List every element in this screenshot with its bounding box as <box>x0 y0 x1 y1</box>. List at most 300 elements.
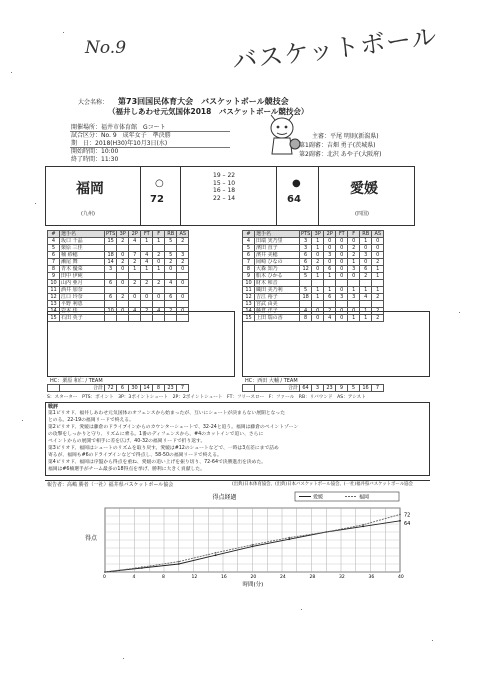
player-stat: 0 <box>117 280 129 287</box>
score-divider <box>140 166 141 226</box>
totals-value: 7 <box>177 385 189 392</box>
player-stat: 4 <box>360 294 372 301</box>
stats-header-cell: FT <box>141 231 153 238</box>
player-name: 瀬尾 舞 <box>60 259 105 266</box>
totals-blank-cell <box>48 385 60 392</box>
player-stat: 1 <box>153 238 165 245</box>
player-stat: 1 <box>153 266 165 273</box>
player-stat <box>177 287 189 294</box>
player-row <box>48 238 189 245</box>
player-stat: 1 <box>312 294 324 301</box>
player-number: 12 <box>48 294 60 301</box>
player-stat <box>141 273 153 280</box>
player-stat <box>348 280 360 287</box>
score-progress-svg <box>45 490 430 590</box>
player-stat: 3 <box>336 294 348 301</box>
home-region: (九州) <box>81 211 95 217</box>
chart-ylabel: 得点 <box>85 535 98 542</box>
date-text: 期 日：2018(H30)年10月3日(水) <box>71 140 168 147</box>
second-umpire: 第2副審：北沢 あや子(大阪府) <box>299 151 382 158</box>
player-stat: 6 <box>165 294 177 301</box>
series-point <box>362 526 364 528</box>
away-loss-mark: ● <box>292 178 301 189</box>
totals-value: 3 <box>312 385 324 392</box>
player-number: 14 <box>48 308 60 315</box>
quarter-home-score: 16 <box>213 187 221 194</box>
player-stat <box>117 273 129 280</box>
player-stat <box>312 301 324 308</box>
player-stat: 1 <box>129 266 141 273</box>
scan-speck <box>301 609 302 610</box>
player-stat: 4 <box>129 238 141 245</box>
player-stat: 2 <box>312 259 324 266</box>
chart-title: 得点経過 <box>212 494 237 501</box>
stats-header-cell: 選手名 <box>60 231 105 238</box>
player-number: 12 <box>243 294 255 301</box>
player-stat: 2 <box>372 315 384 322</box>
end-label-fukuoka: 72 <box>404 512 411 519</box>
player-stat <box>165 245 177 252</box>
player-name: 江口 玲奈 <box>60 294 105 301</box>
player-stat: 12 <box>300 266 312 273</box>
player-number: 5 <box>48 245 60 252</box>
player-stat <box>105 273 117 280</box>
first-umpire: 第1副審：吉畑 勇子(茨城県) <box>299 142 376 149</box>
player-stat: 2 <box>348 245 360 252</box>
player-stat: 4 <box>153 308 165 315</box>
player-row <box>243 294 384 301</box>
stats-header-cell: F <box>348 231 360 238</box>
player-stat: 4 <box>129 308 141 315</box>
player-number: 10 <box>48 280 60 287</box>
player-stat: 1 <box>360 238 372 245</box>
player-stat: 0 <box>141 294 153 301</box>
report-line: 第1ピリオド、福井しあわせ元気国体のオフェンスから始まったが、互いにシュートが決まらない展開となった <box>48 411 286 416</box>
report-line: の攻撃をしっかりと守り、リズムに乗る。1番のディフェンスから、#4のカットインで追い、さらに <box>48 432 264 437</box>
series-point <box>178 561 180 563</box>
totals-value: 6 <box>117 385 129 392</box>
player-row <box>243 301 384 308</box>
player-stat <box>324 280 336 287</box>
stats-header-cell: 3P <box>312 231 324 238</box>
player-row <box>48 252 189 259</box>
player-row <box>243 238 384 245</box>
player-stat <box>105 287 117 294</box>
stats-header-cell: PTS <box>301 231 311 237</box>
player-stat <box>336 301 348 308</box>
player-stat: 0 <box>312 252 324 259</box>
quarter-home-score: 15 <box>213 179 221 187</box>
player-stat: 5 <box>165 252 177 259</box>
quarter-away-score: 14 <box>227 194 236 202</box>
report-text <box>48 410 426 473</box>
player-name: 大森 知乃 <box>255 266 300 273</box>
player-stat: 0 <box>153 259 165 266</box>
player-stat <box>105 301 117 308</box>
header-rule <box>70 147 230 148</box>
player-stat: 0 <box>153 294 165 301</box>
player-stat: 0 <box>177 266 189 273</box>
x-tick-label: 32 <box>339 575 345 580</box>
player-stat: 0 <box>372 252 384 259</box>
player-number: 14 <box>243 308 255 315</box>
quarter-home-score: 19 <box>213 172 221 179</box>
player-stat: 0 <box>336 273 348 280</box>
player-stat: 7 <box>129 252 141 259</box>
player-stat <box>117 301 129 308</box>
chart-xlabel: 時間(分) <box>242 582 264 588</box>
player-stat: 3 <box>348 294 360 301</box>
x-tick-label: 12 <box>191 575 198 580</box>
player-stat: 3 <box>300 238 312 245</box>
totals-label: 合計 <box>255 385 300 392</box>
player-name: 濱田 直子 <box>255 245 300 252</box>
player-name: 濱井 美穂 <box>255 252 300 259</box>
away-region: (四国) <box>355 211 369 217</box>
home-totals-row <box>48 385 189 392</box>
player-stat: 2 <box>177 259 189 266</box>
player-name: 坂口 千晶 <box>60 238 105 245</box>
player-stat: 6 <box>300 252 312 259</box>
stats-legend: S：スターター PTS：ポイント 3P：3ポイントシュート 2P：2ポイントシュート FT：フリースロー F：ファール RB：リバウンド AS：アシスト <box>47 395 366 400</box>
scan-speck <box>123 658 124 659</box>
series-point <box>215 554 217 556</box>
player-stat: 1 <box>324 287 336 294</box>
away-totals-row <box>243 385 384 392</box>
series-point <box>104 571 106 573</box>
player-stat: 0 <box>117 252 129 259</box>
away-team-name: 愛媛 <box>350 181 378 197</box>
player-stat <box>324 301 336 308</box>
player-stat <box>300 280 312 287</box>
player-stat: 0 <box>177 280 189 287</box>
player-row <box>48 245 189 252</box>
away-totals-wrap <box>242 384 384 392</box>
player-stat: 1 <box>372 266 384 273</box>
player-stat: 6 <box>300 259 312 266</box>
player-row <box>48 266 189 273</box>
player-stat: 2 <box>117 259 129 266</box>
home-team-name: 福岡 <box>76 181 104 197</box>
x-tick-label: 40 <box>398 575 404 580</box>
home-totals-wrap <box>47 384 189 392</box>
player-stat: 8 <box>300 315 312 322</box>
player-name: 船木 ひかる <box>255 273 300 280</box>
player-number: 8 <box>243 266 255 273</box>
series-point <box>178 563 180 565</box>
player-stat <box>141 245 153 252</box>
series-point <box>399 514 401 516</box>
player-stat: 1 <box>312 287 324 294</box>
x-tick-label: 0 <box>103 575 106 580</box>
stats-header-cell: RB <box>165 231 177 238</box>
score-divider <box>276 166 277 226</box>
player-stat <box>129 287 141 294</box>
player-row <box>48 273 189 280</box>
player-number: 13 <box>48 301 60 308</box>
away-totals-table <box>242 384 384 392</box>
reporter-source: (出典)日本体育協会、(出典)日本バスケットボール協会、(一社)福井県バスケットボール協会 <box>232 482 413 487</box>
player-stat: 10 <box>105 308 117 315</box>
player-stat: 1 <box>312 245 324 252</box>
player-stat: 2 <box>129 259 141 266</box>
totals-value: 23 <box>324 385 336 392</box>
legend-label-fukuoka: 福岡 <box>359 494 370 501</box>
player-stat: 0 <box>129 294 141 301</box>
player-stat: 0 <box>348 238 360 245</box>
end-label-ehime: 64 <box>404 520 411 527</box>
venue-text: 開催場所：福井市体育館 Gコート <box>71 124 166 131</box>
player-stat: 0 <box>372 238 384 245</box>
player-stat: 6 <box>105 280 117 287</box>
player-row <box>48 294 189 301</box>
player-row <box>48 287 189 294</box>
score-divider <box>318 166 319 226</box>
player-stat <box>177 301 189 308</box>
home-totals-table <box>47 384 189 392</box>
away-total-score: 64 <box>287 194 301 205</box>
player-name: 酒井 加奈 <box>60 287 105 294</box>
player-stat: 0 <box>336 315 348 322</box>
player-name: 山内 亜月 <box>60 280 105 287</box>
player-row <box>243 252 384 259</box>
player-stat <box>165 301 177 308</box>
scan-speck <box>11 72 12 73</box>
player-stat <box>177 273 189 280</box>
player-stat: 2 <box>165 308 177 315</box>
quarter-away-score: 18 <box>227 187 236 194</box>
player-stat: 2 <box>372 308 384 315</box>
player-stat: 0 <box>336 266 348 273</box>
report-line: 福岡は#6楠選手がチーム最多の18得点を挙げ、勝利に大きく貢献した。 <box>48 467 205 472</box>
player-stat: 6 <box>105 294 117 301</box>
player-row <box>243 266 384 273</box>
reporter-line: 報告者：高嶋 勝者（一社）福井県バスケットボール協会 <box>47 482 174 488</box>
player-stat: 2 <box>117 238 129 245</box>
x-tick-label: 36 <box>368 575 375 580</box>
home-stats-header-row <box>48 231 189 238</box>
player-stat: 0 <box>336 308 348 315</box>
totals-value: 72 <box>105 385 117 392</box>
player-stat: 3 <box>177 252 189 259</box>
player-stat: 2 <box>117 294 129 301</box>
player-stat <box>360 301 372 308</box>
player-number: 10 <box>243 280 255 287</box>
player-stat: 0 <box>177 294 189 301</box>
scan-speck <box>35 203 36 204</box>
player-name: 田端 実乃里 <box>255 238 300 245</box>
series-point <box>288 538 290 540</box>
player-stat: 2 <box>141 280 153 287</box>
player-stat: 3 <box>348 266 360 273</box>
totals-blank-cell <box>243 385 255 392</box>
player-stat <box>129 245 141 252</box>
series-point <box>215 552 217 554</box>
score-divider <box>180 166 181 226</box>
match-text: 試合区分：No. 9 成年女子 準決勝 <box>71 132 171 139</box>
totals-value: 23 <box>165 385 177 392</box>
player-stat: 2 <box>324 308 336 315</box>
player-number: 7 <box>243 259 255 266</box>
player-number: 15 <box>243 315 255 322</box>
x-tick-label: 4 <box>132 575 136 580</box>
player-stat: 0 <box>324 238 336 245</box>
player-stat: 0 <box>312 266 324 273</box>
x-tick-label: 20 <box>250 575 257 580</box>
series-point <box>399 520 401 522</box>
player-name: 財木 和音 <box>255 280 300 287</box>
away-stats-body <box>243 238 384 322</box>
player-stat <box>141 301 153 308</box>
stats-header-cell: 2P <box>129 231 141 238</box>
player-stat <box>372 280 384 287</box>
event-label: 大会名称： <box>78 99 109 106</box>
x-tick-label: 28 <box>309 575 316 580</box>
player-stat: 1 <box>141 238 153 245</box>
player-stat: 15 <box>105 238 117 245</box>
player-row <box>48 280 189 287</box>
player-number: 6 <box>48 252 60 259</box>
player-stat <box>129 301 141 308</box>
player-stat: 1 <box>348 259 360 266</box>
scan-speck <box>63 32 64 33</box>
stats-header-cell: 2P <box>324 231 336 238</box>
player-stat: 6 <box>324 294 336 301</box>
player-stat: 2 <box>153 280 165 287</box>
home-stats-body <box>48 238 189 322</box>
player-stat: 18 <box>300 294 312 301</box>
report-line: 寄るが、福岡も#6のドライブインなどで得点し、58-50の福岡リードで終える。 <box>48 453 222 458</box>
player-stat <box>153 245 165 252</box>
player-stat: 2 <box>153 252 165 259</box>
report-line: 第4ピリオド、福岡は序盤から得点を重ね、愛媛の追い上げを振り切り、72-64で決勝進出を決めた。 <box>48 460 266 465</box>
stats-header-cell: F <box>153 231 165 238</box>
stats-header-cell: RB <box>360 231 372 238</box>
player-stat: 0 <box>372 245 384 252</box>
away-stats-table <box>242 230 384 322</box>
totals-label: 合計 <box>60 385 105 392</box>
player-stat: 4 <box>300 308 312 315</box>
player-name: 楠 紗穂 <box>60 252 105 259</box>
player-stat: 1 <box>324 273 336 280</box>
player-stat: 0 <box>117 266 129 273</box>
player-name: 織田 美乃利 <box>255 287 300 294</box>
player-stat: 0 <box>336 238 348 245</box>
player-number: 9 <box>243 273 255 280</box>
handwritten-sport-title: バスケットボール <box>230 21 439 76</box>
main-referee: 主審：平尾 明則(新潟県) <box>312 133 379 140</box>
header-rule <box>70 131 230 132</box>
player-name: 上田 瑞の香 <box>255 315 300 322</box>
player-stat <box>372 301 384 308</box>
home-stats-table-wrap <box>47 230 189 322</box>
player-name: 石田 英子 <box>60 315 105 322</box>
end-time-text: 終了時間：11:30 <box>71 156 119 163</box>
totals-value: 16 <box>360 385 372 392</box>
player-stat <box>141 287 153 294</box>
player-stat <box>348 301 360 308</box>
player-stat <box>336 280 348 287</box>
player-stat: 6 <box>324 266 336 273</box>
home-total-score: 72 <box>150 194 164 205</box>
player-stat: 1 <box>348 287 360 294</box>
home-win-mark: ○ <box>155 178 164 189</box>
x-tick-label: 8 <box>162 575 165 580</box>
player-stat: 0 <box>312 308 324 315</box>
player-stat: 4 <box>324 315 336 322</box>
player-stat: 5 <box>165 238 177 245</box>
totals-value: 64 <box>300 385 312 392</box>
player-stat: 0 <box>348 308 360 315</box>
player-stat: 1 <box>372 273 384 280</box>
player-row <box>243 259 384 266</box>
player-name: 岡崎 ひなの <box>255 259 300 266</box>
player-row <box>243 245 384 252</box>
player-stat <box>129 273 141 280</box>
series-point <box>252 546 254 548</box>
event-subtitle: （福井しあわせ元気国体2018 バスケットボール競技会） <box>108 107 309 116</box>
totals-value: 30 <box>129 385 141 392</box>
x-tick-label: 16 <box>221 575 227 580</box>
player-stat: 4 <box>165 280 177 287</box>
away-stats-table-wrap <box>242 230 384 322</box>
player-stat <box>360 280 372 287</box>
totals-value: 5 <box>348 385 360 392</box>
series-point <box>288 537 290 539</box>
player-stat: 1 <box>312 273 324 280</box>
player-row <box>243 287 384 294</box>
scan-speck <box>22 420 23 421</box>
away-stats-header-row <box>243 231 384 238</box>
player-number: 5 <box>243 245 255 252</box>
player-stat: 3 <box>324 252 336 259</box>
stats-header-cell: 3P <box>117 231 129 238</box>
player-name: 田中 伊純 <box>60 273 105 280</box>
player-number: 8 <box>48 266 60 273</box>
player-number: 6 <box>243 252 255 259</box>
player-stat: 0 <box>177 308 189 315</box>
stats-header-cell: AS <box>177 231 189 238</box>
player-stat: 0 <box>312 315 324 322</box>
player-stat <box>165 273 177 280</box>
player-stat: 2 <box>177 238 189 245</box>
handwritten-number: No.9 <box>85 38 127 58</box>
home-blank-area <box>47 311 235 377</box>
player-number: 15 <box>48 315 60 322</box>
player-stat: 2 <box>360 273 372 280</box>
player-stat: 2 <box>141 308 153 315</box>
player-name: 岩本 佳 <box>60 308 105 315</box>
totals-value: 9 <box>336 385 348 392</box>
stats-header-cell: FT <box>336 231 348 238</box>
report-label: 戦評 <box>48 404 59 410</box>
player-stat <box>117 245 129 252</box>
player-stat: 3 <box>360 252 372 259</box>
scan-speck <box>432 640 433 641</box>
player-stat <box>117 287 129 294</box>
totals-value: 14 <box>141 385 153 392</box>
report-rule <box>45 480 430 481</box>
player-stat: 4 <box>141 252 153 259</box>
player-stat: 2 <box>165 259 177 266</box>
series-point <box>362 524 364 526</box>
away-blank-area <box>242 311 430 377</box>
player-stat: 5 <box>300 287 312 294</box>
away-coach: HC：西田 大輔 / TEAM <box>245 378 298 384</box>
player-stat: 4 <box>141 259 153 266</box>
player-stat: 0 <box>348 273 360 280</box>
start-time-text: 開始時間：10:00 <box>71 148 119 155</box>
